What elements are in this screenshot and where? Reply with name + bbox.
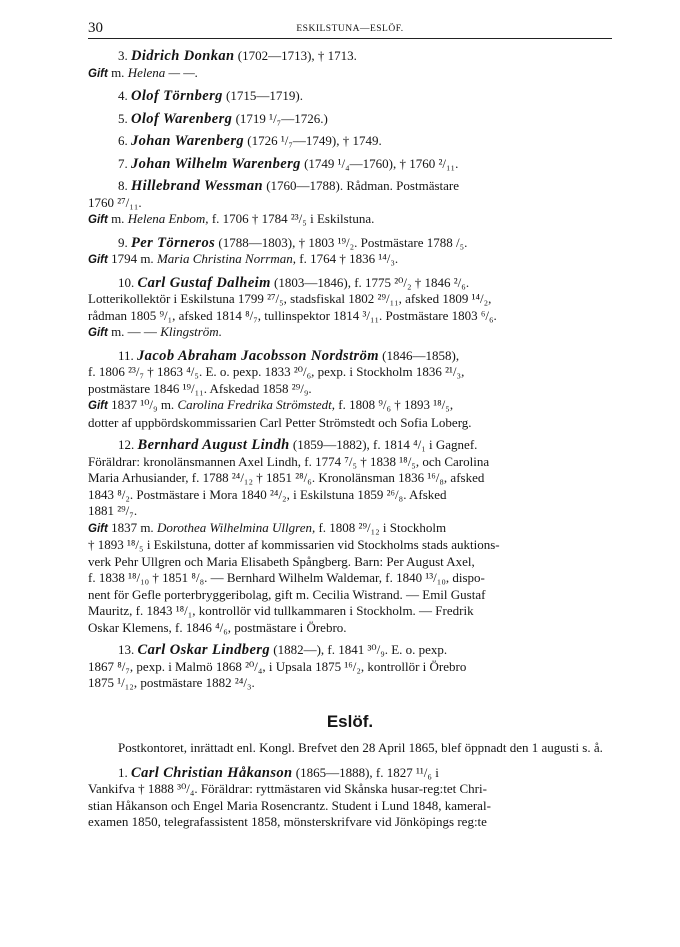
entry-line <box>88 211 612 229</box>
entry-line <box>88 781 612 798</box>
section-title: Eslöf. <box>326 711 374 731</box>
person-name: Carl Christian Håkanson <box>131 764 293 781</box>
gift-label: Gift <box>88 67 108 80</box>
postmaster-entry <box>88 437 612 636</box>
entry-line <box>88 381 612 398</box>
line-text: verk Pehr Ullgren och Maria Elisabeth Spångberg. Barn: Per August Axel, <box>88 553 475 569</box>
entry-number: 4. <box>118 88 128 103</box>
entry-details: (1788—1803), † 1803 ¹⁹/₂. Postmästare 1788 /₅. <box>215 234 468 250</box>
entry-details: (1859—1882), f. 1814 ⁴/₁ i Gagnef. <box>289 437 478 452</box>
postmaster-entry <box>88 178 612 229</box>
entry-line <box>88 397 612 415</box>
entry-first-line <box>88 178 612 195</box>
line-text: postmästare 1846 ¹⁹/₁₁. Afskedad 1858 ²⁹/₉. <box>88 380 312 396</box>
section-intro: Postkontoret, inrättadt enl. Kongl. Brefvet den 28 April 1865, blef öppnadt den 1 augusti s. å. <box>118 740 603 755</box>
entry-details: (1882—), f. 1841 ³⁰/₉. E. o. pexp. <box>269 642 448 657</box>
entry-first-line <box>88 765 612 782</box>
line-text: Oskar Klemens, f. 1846 ⁴/₆, postmästare i Örebro. <box>88 619 347 635</box>
postmaster-entry <box>88 133 612 150</box>
entry-line <box>88 487 612 504</box>
page-body <box>88 48 612 837</box>
line-text: Föräldrar: kronolänsmannen Axel Lindh, f. 1774 ⁷/₅ † 1838 ¹⁸/₅, och Carolina <box>88 453 490 469</box>
line-tail: f. 1706 † 1784 ²³/₅ i Eskilstuna. <box>208 211 375 226</box>
line-text: m. <box>107 211 128 226</box>
entry-first-line <box>88 235 612 252</box>
postmaster-entry <box>88 111 612 128</box>
entry-details: (1760—1788). Rådman. Postmästare <box>262 178 460 193</box>
postmaster-entry <box>88 48 612 82</box>
entry-first-line <box>88 88 612 105</box>
entry-details: (1715—1719). <box>222 88 303 103</box>
entry-first-line <box>88 437 612 454</box>
entry-line <box>88 814 612 831</box>
entry-number: 8. <box>118 178 128 193</box>
entry-number: 12. <box>118 437 135 452</box>
person-name: Carl Gustaf Dalheim <box>137 274 271 291</box>
entry-first-line <box>88 275 612 292</box>
person-name: Carl Oskar Lindberg <box>137 642 270 658</box>
line-text: 1794 m. <box>107 251 157 266</box>
entry-number: 9. <box>118 234 128 250</box>
entry-number: 10. <box>118 274 135 290</box>
postmaster-entry <box>88 235 612 269</box>
line-text: Lotterikollektör i Eskilstuna 1799 ²⁷/₅, stadsfiskal 1802 ²⁹/₁₁, afsked 1809 ¹⁴/₂, <box>88 291 492 306</box>
entry-line <box>88 620 612 637</box>
line-text: † 1893 ¹⁸/₅ i Eskilstuna, dotter af kommissarien vid Stockholms stads auktions- <box>88 537 500 552</box>
person-name: Bernhard August Lindh <box>137 437 290 453</box>
person-name: Johan Wilhelm Warenberg <box>131 155 301 172</box>
gift-label: Gift <box>88 254 108 266</box>
entry-number: 5. <box>118 110 128 126</box>
line-text: dotter af uppbördskommissarien Carl Petter Strömstedt och Sofia Loberg. <box>88 414 472 430</box>
line-text: Mauritz, f. 1843 ¹⁸/₁, kontrollör vid tullkammaren i Stockholm. — Fredrik <box>88 603 474 618</box>
postmaster-entry <box>88 642 612 692</box>
entry-details: (1702—1713), † 1713. <box>234 48 357 63</box>
entry-line <box>88 675 612 692</box>
spouse-name: Helena Enbom, <box>127 211 209 226</box>
entry-details: (1865—1888), f. 1827 ¹¹/₆ i <box>292 764 439 780</box>
line-tail: f. 1764 † 1836 ¹⁴/₃. <box>296 251 399 266</box>
entry-details: (1749 ¹/₄—1760), † 1760 ²/₁₁. <box>300 155 459 171</box>
entry-first-line <box>88 156 612 173</box>
postmaster-entry <box>88 765 612 831</box>
person-name: Per Törneros <box>131 234 216 251</box>
spouse-name: Maria Christina Norrman, <box>156 251 296 266</box>
postmaster-entry <box>88 348 612 432</box>
line-text: m. — — <box>107 324 161 339</box>
person-name: Johan Warenberg <box>131 133 245 149</box>
line-text: 1837 m. <box>107 519 157 535</box>
entry-line <box>88 308 612 325</box>
line-text: Maria Arhusiander, f. 1788 ²⁴/₁₂ † 1851 ²⁸/₆. Kronolänsman 1836 ¹⁶/₈, afsked <box>88 470 485 485</box>
line-text: f. 1806 ²³/₇ † 1863 ⁴/₅. E. o. pexp. 1833 ²⁰/₆, pexp. i Stockholm 1836 ²¹/₃, <box>88 364 465 379</box>
entry-number: 13. <box>118 642 135 657</box>
line-text: examen 1850, telegrafassistent 1858, mönsterskrifvare vid Jönköpings reg:te <box>88 814 487 829</box>
header-rule <box>88 38 612 39</box>
entry-line <box>88 520 612 538</box>
entry-line <box>88 324 612 342</box>
person-name: Didrich Donkan <box>131 48 235 64</box>
entry-first-line <box>88 133 612 150</box>
entry-line <box>88 415 612 432</box>
postmaster-list-eslof <box>88 765 612 831</box>
line-text: 1837 ¹⁰/₉ m. <box>107 397 178 412</box>
entry-details: (1803—1846), f. 1775 ²⁰/₂ † 1846 ²/₆. <box>270 274 470 290</box>
entry-line <box>88 659 612 676</box>
gift-label: Gift <box>88 327 108 339</box>
postmaster-entry <box>88 275 612 342</box>
entry-first-line <box>88 48 612 65</box>
postmaster-entry <box>88 88 612 105</box>
person-name: Olof Warenberg <box>131 110 233 127</box>
entry-number: 6. <box>118 133 128 148</box>
entry-line <box>88 798 612 815</box>
entry-first-line <box>88 642 612 659</box>
gift-label: Gift <box>88 400 108 412</box>
gift-label: Gift <box>88 522 108 535</box>
entry-line <box>88 503 612 520</box>
entry-line <box>88 364 612 381</box>
line-text: nent för Gefle porterbryggeribolag, gift m. Cecilia Wistrand. — Emil Gustaf <box>88 586 486 602</box>
entry-line <box>88 195 612 212</box>
entry-line <box>88 603 612 620</box>
line-text: 1867 ⁸/₇, pexp. i Malmö 1868 ²⁰/₄, i Upsala 1875 ¹⁶/₂, kontrollör i Örebro <box>88 658 467 674</box>
entry-number: 11. <box>118 347 134 363</box>
entry-number: 7. <box>118 155 128 171</box>
entry-line <box>88 251 612 269</box>
page-number: 30 <box>88 20 103 36</box>
line-text: 1881 ²⁹/₇. <box>88 503 138 518</box>
entry-line <box>88 587 612 604</box>
spouse-name: Helena — —. <box>127 64 199 80</box>
person-name: Hillebrand Wessman <box>131 178 263 194</box>
entry-details: (1719 ¹/₇—1726.) <box>232 110 328 126</box>
entry-first-line <box>88 348 612 365</box>
entry-line <box>88 570 612 587</box>
line-text: stian Håkanson och Engel Maria Rosencrantz. Student i Lund 1848, kameral- <box>88 797 491 813</box>
line-text: 1875 ¹/₁₂, postmästare 1882 ²⁴/₃. <box>88 675 255 690</box>
postmaster-entry <box>88 156 612 173</box>
line-text: rådman 1805 ⁹/₁, afsked 1814 ⁸/₇, tullinspektor 1814 ³/₁₁. Postmästare 1803 ⁶/₆. <box>88 307 497 323</box>
running-header <box>88 20 612 38</box>
entry-number: 3. <box>118 48 128 63</box>
entry-line <box>88 454 612 471</box>
line-text: Vankifva † 1888 ³⁰/₄. Föräldrar: ryttmästaren vid Skånska husar-reg:tet Chri- <box>88 781 487 796</box>
postmaster-list-eskilstuna <box>88 48 612 692</box>
entry-line <box>88 470 612 487</box>
running-title: ESKILSTUNA—ESLÖF. <box>296 24 404 34</box>
entry-line <box>88 65 612 83</box>
person-name: Jacob Abraham Jacobsson Nordström <box>137 347 379 364</box>
entry-number: 1. <box>118 764 128 780</box>
line-text: 1760 ²⁷/₁₁. <box>88 194 142 210</box>
spouse-name: Dorothea Wilhelmina Ullgren, <box>156 519 316 535</box>
line-tail: f. 1808 ²⁹/₁₂ i Stockholm <box>315 519 447 535</box>
entry-first-line <box>88 111 612 128</box>
entry-line <box>88 537 612 554</box>
line-text: 1843 ⁸/₂. Postmästare i Mora 1840 ²⁴/₂, i Eskilstuna 1859 ²⁶/₈. Afsked <box>88 486 447 502</box>
gift-label: Gift <box>88 214 108 226</box>
entry-details: (1846—1858), <box>378 347 460 363</box>
line-text: m. <box>107 64 128 80</box>
spouse-name: Klingström. <box>160 324 222 339</box>
entry-line <box>88 291 612 308</box>
spouse-name: Carolina Fredrika Strömstedt, <box>177 397 335 412</box>
person-name: Olof Törnberg <box>131 88 223 104</box>
entry-details: (1726 ¹/₇—1749), † 1749. <box>244 133 382 148</box>
line-text: f. 1838 ¹⁸/₁₀ † 1851 ⁸/₈. — Bernhard Wilhelm Waldemar, f. 1840 ¹³/₁₀, dispo- <box>88 570 485 585</box>
entry-line <box>88 554 612 571</box>
line-tail: f. 1808 ⁹/₆ † 1893 ¹⁸/₅, <box>335 397 454 412</box>
